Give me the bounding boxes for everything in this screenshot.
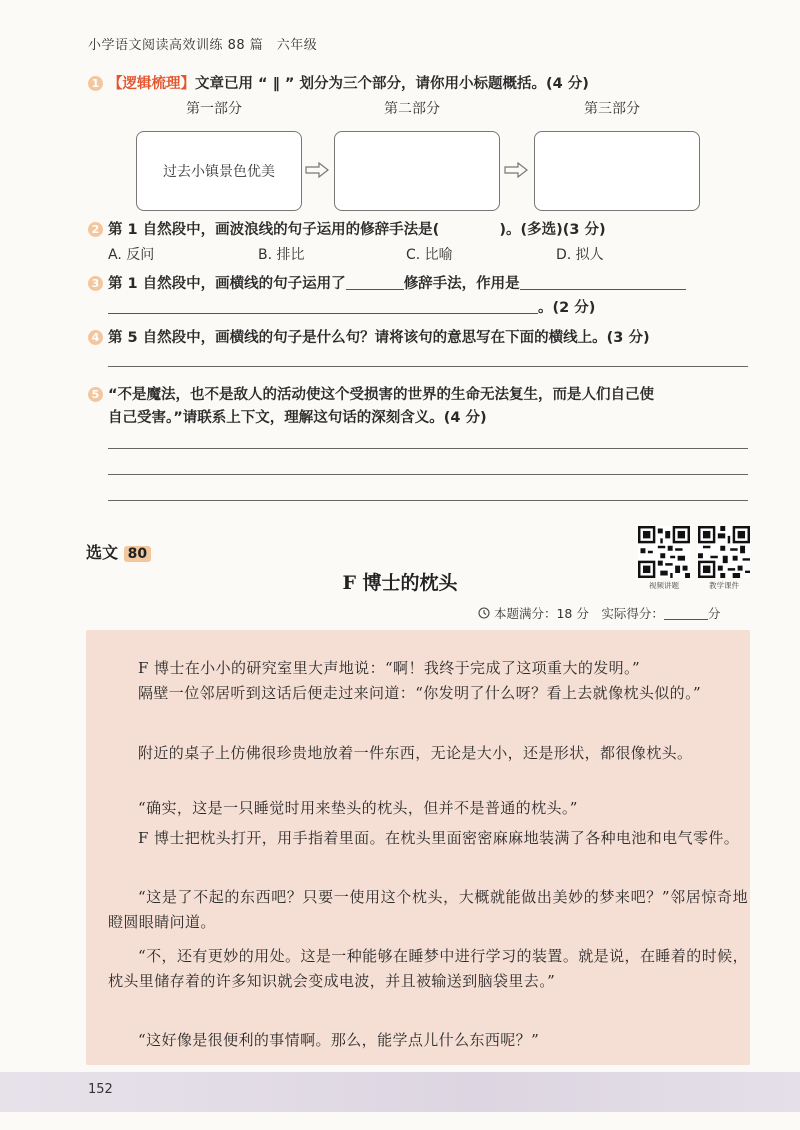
question-text: “不是魔法，也不是敌人的活动使这个受损害的世界的生命无法复生，而是人们自己使 [108,387,655,403]
question-text: 第 1 自然段中，画横线的句子运用了 [108,276,346,292]
score-line [478,604,720,622]
passage-paragraph: 隔壁一位邻居听到这话后便走过来问道：“你发明了什么呀？看上去就像枕头似的。” [138,684,702,702]
question-text: 第 1 自然段中，画波浪线的句子运用的修辞手法是( [108,222,440,238]
question-text-end: )。(多选)(3 分) [499,222,606,238]
score-blank[interactable] [664,619,708,620]
score-text: 本题满分：18 分 实际得分： [493,606,664,621]
question-text: 第 5 自然段中，画横线的句子是什么句？请将该句的意思写在下面的横线上。(3 分) [108,330,650,346]
part-label-3: 第三部分 [584,101,640,117]
question-number: 4 [88,330,103,345]
answer-line[interactable] [108,500,748,501]
passage-label [86,540,151,563]
answer-blank[interactable] [346,289,404,290]
page-number: 152 [88,1082,113,1097]
qr-code-icon[interactable] [638,526,690,578]
question-number: 5 [88,387,103,402]
passage-title: F 博士的枕头 [342,572,458,594]
option-d: D. 拟人 [556,247,604,263]
footer-band [0,1072,800,1112]
score-unit: 分 [707,606,721,621]
passage-paragraph: “这是了不起的东西吧？只要一使用这个枕头，大概就能做出美妙的梦来吧？”邻居惊奇地瞪圆眼睛问道。 [108,888,748,931]
qr-caption-courseware: 教学课件 [709,581,739,590]
question-4 [88,326,650,347]
question-5 [88,383,654,404]
qr-caption-video: 视频讲题 [649,581,679,590]
passage-paragraph: 附近的桌子上仿佛很珍贵地放着一件东西，无论是大小，还是形状，都很像枕头。 [138,744,693,762]
question-3-line-2 [108,296,595,317]
answer-box-2[interactable] [334,131,500,211]
arrow-icon [504,162,528,178]
passage-label-text: 选文 [86,543,119,562]
book-header: 小学语文阅读高效训练 88 篇 六年级 [88,38,318,53]
option-b: B. 排比 [258,247,305,263]
option-c: C. 比喻 [406,247,453,263]
question-number: 2 [88,222,103,237]
question-2 [88,218,606,239]
question-text: 文章已用 “ ‖ ” 划分为三个部分，请你用小标题概括。(4 分) [195,76,589,92]
passage-number: 80 [124,546,151,562]
answer-box-1 [136,131,302,211]
answer-blank[interactable] [520,289,686,290]
logic-tag: 【逻辑梳理】 [108,76,195,92]
answer-box-3[interactable] [534,131,700,211]
passage-paragraph: F 博士把枕头打开，用手指着里面。在枕头里面密密麻麻地装满了各种电池和电气零件。 [138,829,740,847]
answer-blank[interactable] [108,313,538,314]
passage-paragraph: “这好像是很便利的事情啊。那么，能学点儿什么东西呢？” [138,1031,540,1049]
question-3 [88,272,686,293]
passage-paragraph: F 博士在小小的研究室里大声地说：“啊！我终于完成了这项重大的发明。” [138,659,641,677]
answer-line[interactable] [108,474,748,475]
question-number: 3 [88,276,103,291]
answer-line[interactable] [108,366,748,367]
passage-paragraph: “不，还有更妙的用处。这是一种能够在睡梦中进行学习的装置。就是说，在睡着的时候，枕头里储存着的许多知识就会变成电波，并且被输送到脑袋里去。” [108,947,748,990]
question-5-line-2: 自己受害。”请联系上下文，理解这句话的深刻含义。(4 分) [108,410,487,426]
clock-icon [478,607,490,619]
question-1 [88,72,589,93]
question-text-end: 。(2 分) [538,300,596,316]
answer-line[interactable] [108,448,748,449]
qr-code-icon[interactable] [698,526,750,578]
part-label-2: 第二部分 [384,101,440,117]
passage-paragraph: “确实，这是一只睡觉时用来垫头的枕头，但并不是普通的枕头。” [138,799,578,817]
answer-box-1-text: 过去小镇景色优美 [163,164,275,180]
question-text-2: 修辞手法，作用是 [403,276,520,292]
part-label-1: 第一部分 [186,101,242,117]
arrow-icon [305,162,329,178]
question-number: 1 [88,76,103,91]
option-a: A. 反问 [108,247,155,263]
